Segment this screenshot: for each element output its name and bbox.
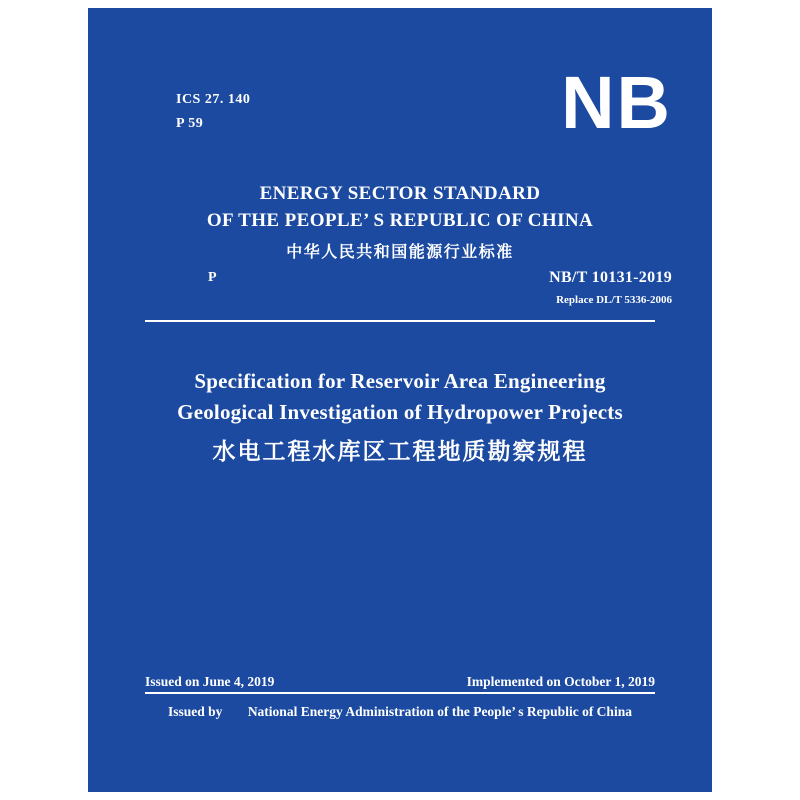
authority-title-line-2: OF THE PEOPLE’ S REPUBLIC OF CHINA bbox=[206, 210, 594, 231]
implemented-on-date: Implemented on October 1, 2019 bbox=[466, 674, 655, 689]
standard-number: NB/T 10131-2019 bbox=[549, 269, 672, 286]
issuing-organization: National Energy Administration of the People’ s Republic of China bbox=[247, 704, 632, 719]
replaced-standard: Replace DL/T 5336-2006 bbox=[556, 294, 672, 306]
main-title-line-2: Geological Investigation of Hydropower Projects bbox=[177, 400, 623, 424]
ics-code: ICS 27. 140 bbox=[176, 92, 251, 107]
ics-block bbox=[176, 88, 250, 136]
authority-title-chinese: 中华人民共和国能源行业标准 bbox=[286, 244, 514, 261]
issued-by-label: Issued by bbox=[168, 704, 223, 719]
category-code: P 59 bbox=[176, 116, 204, 131]
nb-logo: NB bbox=[561, 61, 672, 144]
document-main-title bbox=[88, 366, 712, 472]
main-title-line-1: Specification for Reservoir Area Engineering bbox=[194, 369, 606, 393]
authority-title-line-1: ENERGY SECTOR STANDARD bbox=[259, 183, 541, 204]
issue-dates-row bbox=[145, 674, 655, 690]
main-title-chinese: 水电工程水库区工程地质勘察规程 bbox=[212, 439, 588, 464]
issued-on-date: Issued on June 4, 2019 bbox=[145, 674, 275, 689]
standard-cover bbox=[88, 8, 712, 792]
divider-top bbox=[145, 320, 655, 322]
issued-by-row bbox=[88, 704, 712, 720]
standard-authority-title bbox=[88, 180, 712, 234]
divider-bottom bbox=[145, 692, 655, 694]
p-classification-mark: P bbox=[208, 270, 217, 285]
